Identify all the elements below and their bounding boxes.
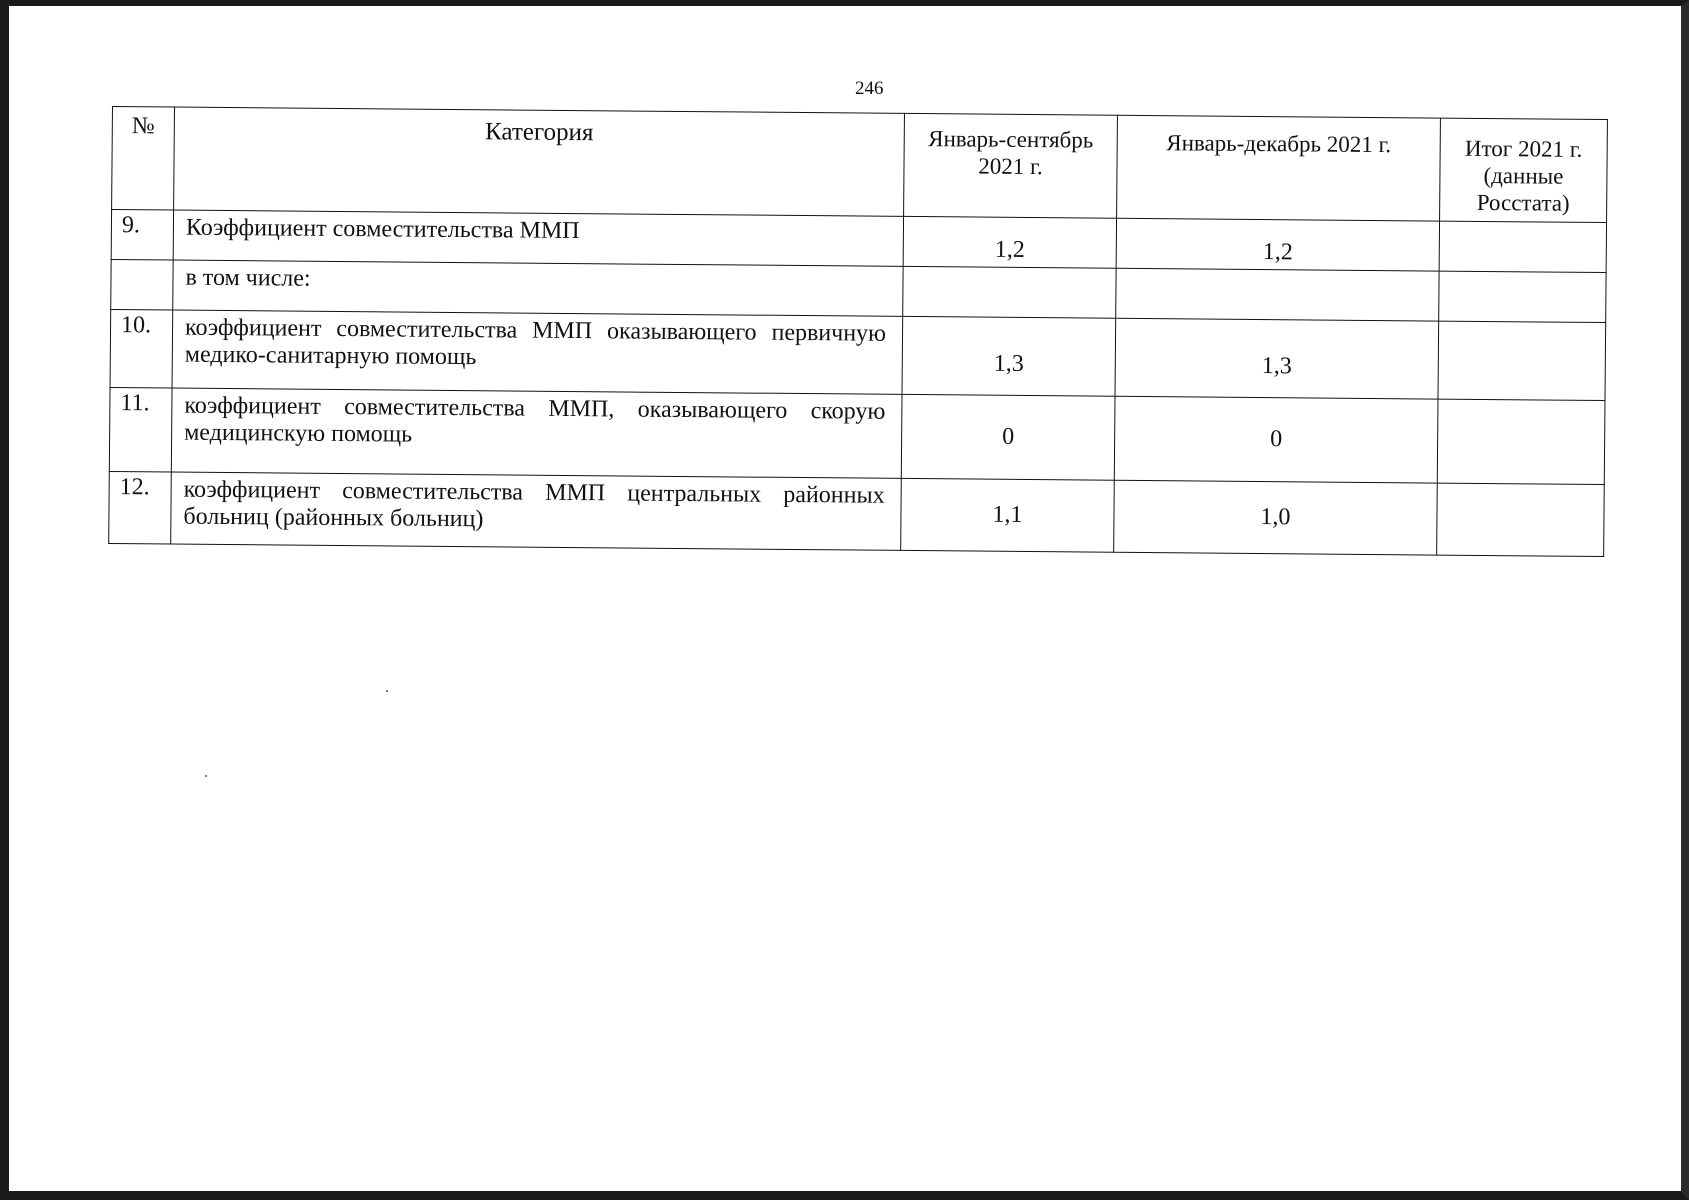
row-category: коэффициент совместительства ММП, оказывающего скорую медицинскую помощь bbox=[171, 388, 902, 478]
row-jan-sep-value: 1,3 bbox=[902, 316, 1116, 396]
row-total-value bbox=[1437, 483, 1605, 556]
page-number: 246 bbox=[855, 78, 884, 99]
row-total-value bbox=[1438, 321, 1606, 400]
row-jan-dec-value: 1,2 bbox=[1116, 218, 1439, 271]
header-total-2021-rosstat: Итог 2021 г. (данные Росстата) bbox=[1440, 118, 1608, 222]
row-jan-sep-value: 1,2 bbox=[903, 216, 1116, 268]
header-jan-sep-2021: Январь-сентябрь 2021 г. bbox=[904, 113, 1118, 218]
table-row bbox=[109, 387, 1605, 484]
row-number: 9. bbox=[111, 210, 173, 261]
scan-speck bbox=[386, 690, 388, 692]
row-category: коэффициент совместительства ММП оказывающего первичную медико-санитарную помощь bbox=[172, 310, 903, 394]
row-total-value bbox=[1439, 271, 1606, 322]
row-category: в том числе: bbox=[173, 260, 903, 316]
header-number: № bbox=[112, 107, 175, 211]
table-row bbox=[109, 471, 1605, 556]
row-number: 11. bbox=[109, 387, 172, 472]
statistics-table bbox=[108, 106, 1608, 557]
scan-speck bbox=[205, 775, 207, 777]
row-jan-dec-value: 1,3 bbox=[1115, 318, 1439, 399]
row-number: 12. bbox=[109, 471, 172, 544]
row-jan-sep-value bbox=[903, 266, 1116, 318]
row-total-value bbox=[1439, 221, 1606, 272]
row-jan-dec-value: 0 bbox=[1114, 396, 1438, 483]
row-number bbox=[111, 259, 173, 310]
row-category: Коэффициент совместительства ММП bbox=[173, 210, 903, 266]
row-category: коэффициент совместительства ММП центральных районных больниц (районных больниц) bbox=[171, 472, 902, 550]
row-jan-dec-value: 1,0 bbox=[1114, 480, 1438, 555]
table-row bbox=[110, 309, 1606, 400]
row-jan-sep-value: 1,1 bbox=[901, 478, 1115, 552]
row-jan-dec-value bbox=[1116, 268, 1439, 321]
row-number: 10. bbox=[110, 309, 173, 388]
table-header-row bbox=[112, 107, 1608, 223]
header-category: Категория bbox=[174, 107, 905, 216]
row-jan-sep-value: 0 bbox=[901, 394, 1115, 480]
row-total-value bbox=[1437, 399, 1605, 484]
header-jan-dec-2021: Январь-декабрь 2021 г. bbox=[1117, 115, 1441, 221]
